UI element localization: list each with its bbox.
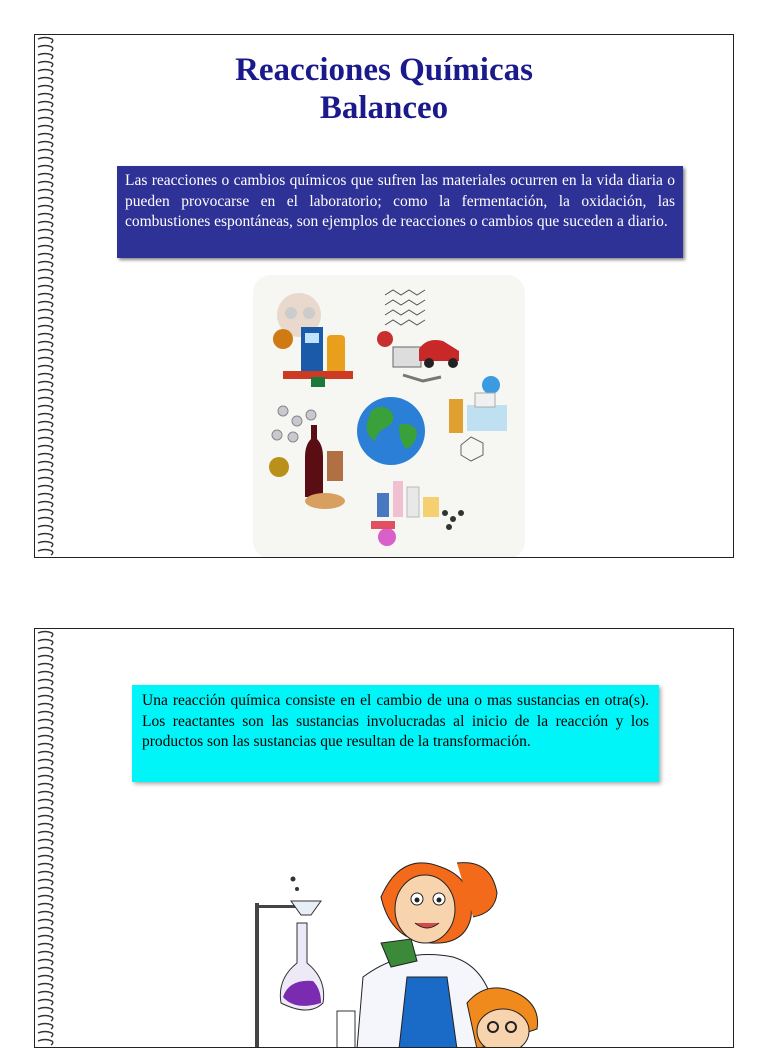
spiral-ring <box>38 648 53 654</box>
spiral-ring <box>38 984 53 990</box>
spiral-ring <box>38 736 53 742</box>
spiral-ring <box>38 640 53 646</box>
spiral-ring <box>38 534 53 540</box>
spiral-ring <box>38 720 53 726</box>
spiral-ring <box>38 550 53 556</box>
spiral-ring <box>38 390 53 396</box>
intro-text-box <box>117 166 683 258</box>
spiral-ring <box>38 422 53 428</box>
spiral-ring <box>38 478 53 484</box>
spiral-ring <box>38 872 53 878</box>
slide-2 <box>34 628 734 1048</box>
page-title <box>35 51 733 127</box>
spiral-ring <box>38 880 53 886</box>
spiral-ring <box>38 398 53 404</box>
spiral-ring <box>38 896 53 902</box>
spiral-ring <box>38 1000 53 1006</box>
spiral-ring <box>38 752 53 758</box>
spiral-ring <box>38 680 53 686</box>
spiral-ring <box>38 976 53 982</box>
spiral-ring <box>38 430 53 436</box>
spiral-ring <box>38 704 53 710</box>
spiral-ring <box>38 302 53 308</box>
spiral-ring <box>38 800 53 806</box>
spiral-ring <box>38 768 53 774</box>
spiral-ring <box>38 382 53 388</box>
spiral-ring <box>38 968 53 974</box>
spiral-ring <box>38 334 53 340</box>
spiral-ring <box>38 696 53 702</box>
definition-paragraph: Una reacción química consiste en el cambio de una o mas sustancias en otra(s). Los reactantes son las sustancias involucradas al inicio de la reacción y los productos son las sustancias que resultan de la transformación. <box>142 692 649 750</box>
spiral-ring <box>38 246 53 252</box>
spiral-ring <box>38 358 53 364</box>
spiral-ring <box>38 38 53 44</box>
spiral-ring <box>38 904 53 910</box>
spiral-ring <box>38 1032 53 1038</box>
title-line-1: Reacciones Químicas <box>235 52 533 88</box>
spiral-ring <box>38 1016 53 1022</box>
spiral-ring <box>38 238 53 244</box>
spiral-ring <box>38 134 53 140</box>
spiral-ring <box>38 792 53 798</box>
spiral-ring <box>38 214 53 220</box>
definition-text-box <box>132 685 659 782</box>
spiral-ring <box>38 222 53 228</box>
spiral-ring <box>38 502 53 508</box>
spiral-ring <box>38 944 53 950</box>
spiral-ring <box>38 342 53 348</box>
spiral-ring <box>38 350 53 356</box>
spiral-binding <box>35 629 57 1047</box>
spiral-ring <box>38 688 53 694</box>
spiral-ring <box>38 952 53 958</box>
spiral-ring <box>38 518 53 524</box>
spiral-ring <box>38 166 53 172</box>
spiral-ring <box>38 920 53 926</box>
spiral-ring <box>38 206 53 212</box>
spiral-ring <box>38 470 53 476</box>
spiral-ring <box>38 656 53 662</box>
spiral-ring <box>38 928 53 934</box>
spiral-ring <box>38 1024 53 1030</box>
spiral-ring <box>38 848 53 854</box>
spiral-ring <box>38 856 53 862</box>
spiral-ring <box>38 198 53 204</box>
spiral-ring <box>38 776 53 782</box>
spiral-ring <box>38 494 53 500</box>
chemistry-everyday-collage-icon <box>253 275 525 558</box>
spiral-ring <box>38 438 53 444</box>
title-line-2: Balanceo <box>319 90 449 126</box>
intro-paragraph: Las reacciones o cambios químicos que sufren las materiales ocurren en la vida diaria o pueden provocarse en el laboratorio; como la fermentación, la oxidación, las combustiones espontáneas, son ejemplos de reacciones o cambios que suceden a diario. <box>125 172 675 230</box>
spiral-ring <box>38 462 53 468</box>
spiral-ring <box>38 190 53 196</box>
spiral-ring <box>38 542 53 548</box>
spiral-ring <box>38 824 53 830</box>
spiral-ring <box>38 960 53 966</box>
spiral-ring <box>38 832 53 838</box>
spiral-ring <box>38 454 53 460</box>
spiral-ring <box>38 182 53 188</box>
spiral-ring <box>38 414 53 420</box>
spiral-ring <box>38 760 53 766</box>
spiral-ring <box>38 446 53 452</box>
spiral-ring <box>38 366 53 372</box>
spiral-ring <box>38 174 53 180</box>
spiral-ring <box>38 310 53 316</box>
spiral-ring <box>38 142 53 148</box>
spiral-ring <box>38 672 53 678</box>
spiral-ring <box>38 744 53 750</box>
spiral-ring <box>38 286 53 292</box>
spiral-ring <box>38 270 53 276</box>
spiral-ring <box>38 326 53 332</box>
spiral-ring <box>38 1040 53 1046</box>
spiral-ring <box>38 278 53 284</box>
spiral-ring <box>38 262 53 268</box>
spiral-ring <box>38 888 53 894</box>
spiral-ring <box>38 150 53 156</box>
spiral-ring <box>38 936 53 942</box>
spiral-ring <box>38 406 53 412</box>
spiral-ring <box>38 374 53 380</box>
spiral-ring <box>38 784 53 790</box>
spiral-ring <box>38 158 53 164</box>
spiral-ring <box>38 294 53 300</box>
spiral-ring <box>38 526 53 532</box>
scientist-girl-lab-icon <box>231 827 565 1048</box>
spiral-ring <box>38 632 53 638</box>
spiral-ring <box>38 664 53 670</box>
spiral-ring <box>38 864 53 870</box>
spiral-ring <box>38 992 53 998</box>
spiral-ring <box>38 254 53 260</box>
spiral-ring <box>38 840 53 846</box>
spiral-ring <box>38 230 53 236</box>
spiral-ring <box>38 816 53 822</box>
spiral-ring <box>38 1008 53 1014</box>
spiral-ring <box>38 712 53 718</box>
spiral-ring <box>38 728 53 734</box>
spiral-ring <box>38 510 53 516</box>
slide-1 <box>34 34 734 558</box>
spiral-ring <box>38 486 53 492</box>
spiral-ring <box>38 808 53 814</box>
spiral-ring <box>38 912 53 918</box>
spiral-ring <box>38 318 53 324</box>
